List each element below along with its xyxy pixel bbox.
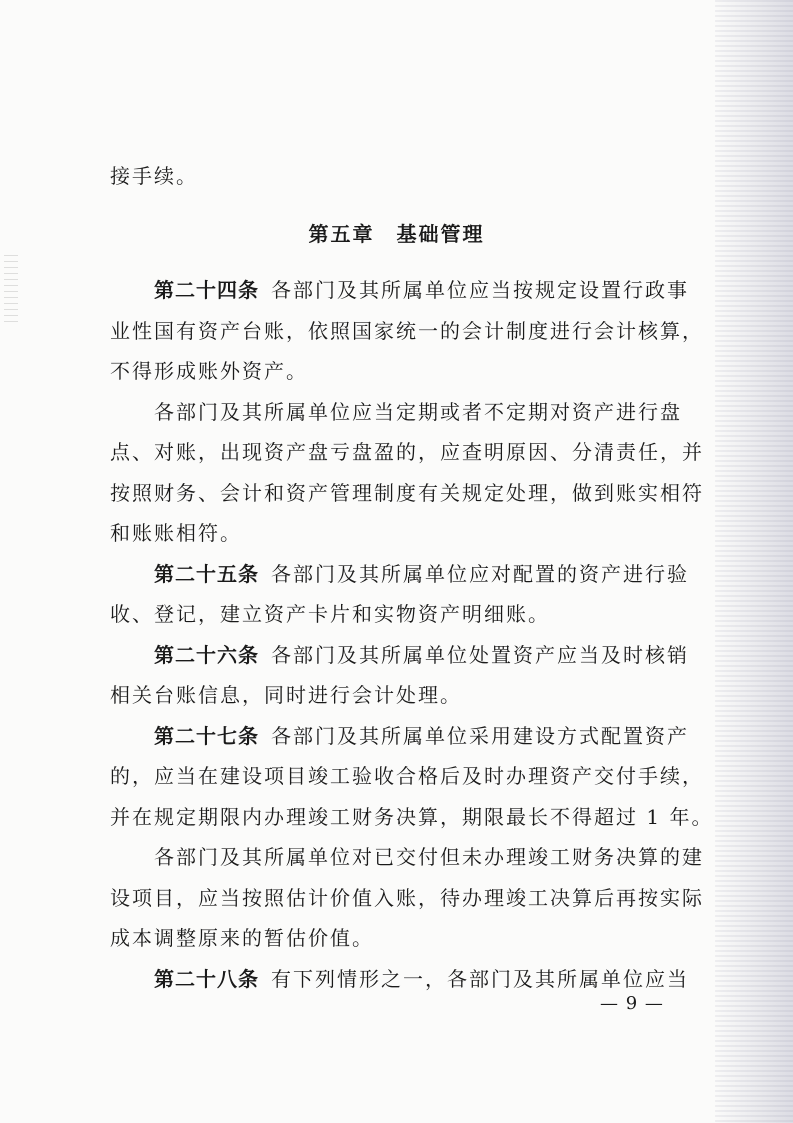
text-line: 设项目，应当按照估计价值入账，待办理竣工决算后再按实际 [110, 885, 704, 910]
text-line: 的，应当在建设项目竣工验收合格后及时办理资产交付手续， [110, 764, 704, 788]
article-number: 第二十四条 [154, 278, 259, 302]
chapter-title: 第五章 基础管理 [308, 222, 485, 246]
text-line: 相关台账信息，同时进行会计处理。 [110, 683, 462, 707]
text-line: 并在规定期限内办理竣工财务决算，期限最长不得超过 1 年。 [110, 804, 714, 829]
article-number: 第二十七条 [154, 723, 259, 748]
text-line: 各部门及其所属单位应对配置的资产进行验 [271, 561, 689, 586]
paragraph-article-27 [110, 716, 689, 757]
page-number: — 9 — [600, 993, 664, 1014]
text-line: 按照财务、会计和资产管理制度有关规定处理，做到账实相符 [110, 480, 704, 505]
paragraph-article-24 [110, 270, 689, 311]
paragraph-article-28 [110, 959, 689, 1000]
text-line: 各部门及其所属单位应当按规定设置行政事 [271, 278, 689, 302]
text-line: 成本调整原来的暂估价值。 [110, 926, 374, 950]
text-line: 各部门及其所属单位采用建设方式配置资产 [271, 723, 689, 748]
text-line: 各部门及其所属单位对已交付但未办理竣工财务决算的建 [154, 845, 704, 869]
text-line: 收、登记，建立资产卡片和实物资产明细账。 [110, 602, 550, 626]
continued-text [110, 156, 672, 197]
text-line: 有下列情形之一，各部门及其所属单位应当 [271, 966, 689, 991]
scan-left-marks [4, 255, 18, 325]
article-number: 第二十八条 [154, 966, 259, 991]
text-line: 点、对账，出现资产盘亏盘盈的，应查明原因、分清责任，并 [110, 440, 704, 464]
paragraph-article-25 [110, 554, 689, 595]
body-text [110, 270, 714, 999]
article-number: 第二十六条 [154, 642, 259, 667]
text-line: 不得形成账外资产。 [110, 359, 308, 383]
paragraph-article-26 [110, 635, 689, 676]
scan-edge-shadow [715, 0, 793, 1123]
article-number: 第二十五条 [154, 561, 259, 586]
text-line: 各部门及其所属单位处置资产应当及时核销 [271, 642, 689, 667]
text-line: 接手续。 [110, 164, 198, 188]
text-line: 业性国有资产台账，依照国家统一的会计制度进行会计核算， [110, 318, 704, 343]
text-line: 和账账相符。 [110, 521, 242, 545]
text-line: 各部门及其所属单位应当定期或者不定期对资产进行盘 [154, 399, 682, 424]
